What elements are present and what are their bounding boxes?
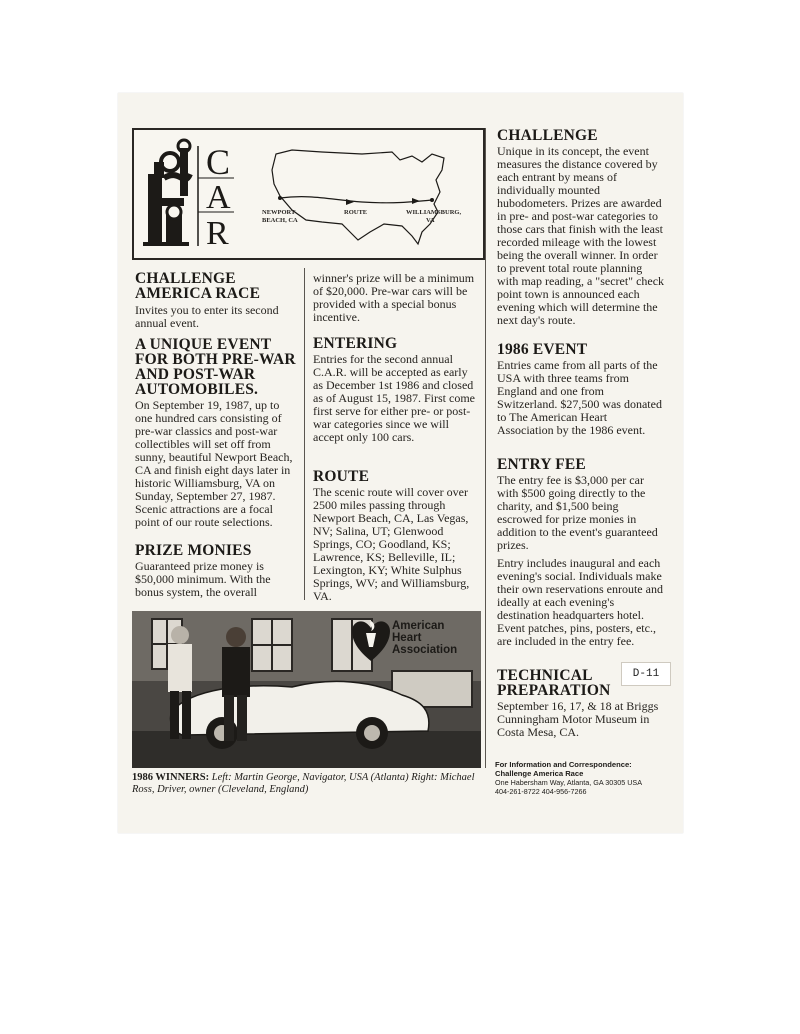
col1-race-block <box>135 271 295 330</box>
route-title: ROUTE <box>313 468 370 485</box>
heart-torch-icon <box>350 617 392 663</box>
map-label-start-2: BEACH, CA <box>262 217 298 224</box>
tech-body: September 16, 17, & 18 at Briggs Cunningham Motor Museum in Costa Mesa, CA. <box>497 699 659 739</box>
tech-title-1: TECHNICAL <box>497 667 593 684</box>
contact-line-4: 404-261-8722 404-956-7266 <box>495 787 587 796</box>
contact-line-3: One Habersham Way, Atlanta, GA 30305 USA <box>495 778 643 787</box>
header-box <box>132 128 485 260</box>
photo-caption <box>132 772 482 795</box>
contact-line-2: Challenge America Race <box>495 769 584 778</box>
race-title-1: CHALLENGE <box>135 270 236 287</box>
col1-prize-block <box>135 543 295 599</box>
map-label-start-1: NEWPORT <box>262 209 296 216</box>
start-marker <box>278 196 282 200</box>
entry-fee-title: ENTRY FEE <box>497 456 586 473</box>
unique-body: On September 19, 1987, up to one hundred cars consisting of pre-war classics and post-war collectibles will set off from sunny, beautiful Newport Beach, CA and finish eight days later in historic Williamsburg, VA on Sunday, September 27, 1987. Scenic attractions are a focal point of our route selections. <box>135 398 293 529</box>
logo-letter-c: C <box>206 142 231 182</box>
col3-challenge-block <box>497 128 665 327</box>
caption-bold: 1986 WINNERS: <box>132 772 210 783</box>
unique-title-2: FOR BOTH PRE-WAR <box>135 351 296 368</box>
event-1986-title: 1986 EVENT <box>497 341 588 358</box>
aha-line-3: Association <box>392 644 458 656</box>
prize-continued: winner's prize will be a minimum of $20,000. Pre-war cars will be provided with a special bonus incentive. <box>313 271 475 324</box>
american-heart-association-logo <box>350 617 475 665</box>
caption-text: Left: Martin George, Navigator, USA (Atlanta) Right: Michael Ross, Driver, owner (Cleveland, England) <box>132 772 475 795</box>
event-1986-body: Entries came from all parts of the USA with three teams from England and one from Switzerland. $27,500 was donated to The American Heart Association by the 1986 event. <box>497 358 662 437</box>
column-rule-2 <box>485 128 486 768</box>
entering-body: Entries for the second annual C.A.R. will be accepted as early as December 1st 1986 and closed as of August 15, 1987. First come first serve for either pre- or post-war categories since we will accept only 100 cars. <box>313 352 475 444</box>
route-body: The scenic route will cover over 2500 miles passing through Newport Beach, CA, Las Vegas, NV; Salina, UT; Glenwood Springs, CO; Goodland, KS; Lawrence, KS; Belleville, IL; Lexington, KY; White Sulphus Springs, WV; and Williamsburg, VA. <box>313 485 470 603</box>
aha-line-1: American <box>392 620 445 632</box>
aha-line-2: Heart <box>392 632 422 644</box>
document-stamp: D-11 <box>621 662 671 686</box>
contact-block <box>495 760 685 796</box>
map-label-route: ROUTE <box>344 209 368 216</box>
end-marker <box>430 198 434 202</box>
entering-title: ENTERING <box>313 335 398 352</box>
map-label-end-2: VA <box>426 217 435 224</box>
unique-title-4: AUTOMOBILES. <box>135 381 259 398</box>
col2-entering-block <box>313 336 478 444</box>
col1-unique-block <box>135 337 297 529</box>
unique-title-3: AND POST-WAR <box>135 366 256 383</box>
col3-1986-block <box>497 342 665 437</box>
logo-letter-a: A <box>206 179 231 216</box>
route-line <box>280 197 432 203</box>
race-title-2: AMERICA RACE <box>135 285 261 302</box>
contact-line-1: For Information and Correspondence: <box>495 760 632 769</box>
usa-route-map <box>262 140 478 252</box>
col3-fee-block <box>497 457 665 648</box>
challenge-title: CHALLENGE <box>497 127 598 144</box>
prize-body: Guaranteed prize money is $50,000 minimum. With the bonus system, the overall <box>135 559 271 599</box>
column-rule-1 <box>304 268 305 600</box>
entry-fee-body-2: Entry includes inaugural and each evening's social. Individuals make their own reservations enroute and ideally at each evening's destination headquarters hotel. Event patches, pins, posters, etc., are included in the entry fee. <box>497 556 663 648</box>
logo-letter-r: R <box>206 215 229 250</box>
tech-title-2: PREPARATION <box>497 682 611 699</box>
prize-title: PRIZE MONIES <box>135 542 252 559</box>
unique-title-1: A UNIQUE EVENT <box>135 336 272 353</box>
col2-route-block <box>313 469 478 603</box>
entry-fee-body-1: The entry fee is $3,000 per car with $500 going directly to the charity, and $1,500 being escrowed for prize monies in addition to the event's guaranteed prizes. <box>497 473 658 552</box>
car-logo <box>140 138 240 250</box>
map-label-end-1: WILLIAMSBURG, <box>406 209 462 216</box>
challenge-body: Unique in its concept, the event measures the distance covered by each entrant by means of individually mounted hubodometers. Prizes are awarded in pre- and post-war categories to those cars that finish with the least recorded mileage with the lowest being the overall winner. In order to prevent total route planning with map reading, a "secret" check point town is announced each evening which will determine the next day's route. <box>497 144 665 327</box>
race-intro: Invites you to enter its second annual event. <box>135 303 279 330</box>
col2-prize-cont <box>313 272 478 324</box>
